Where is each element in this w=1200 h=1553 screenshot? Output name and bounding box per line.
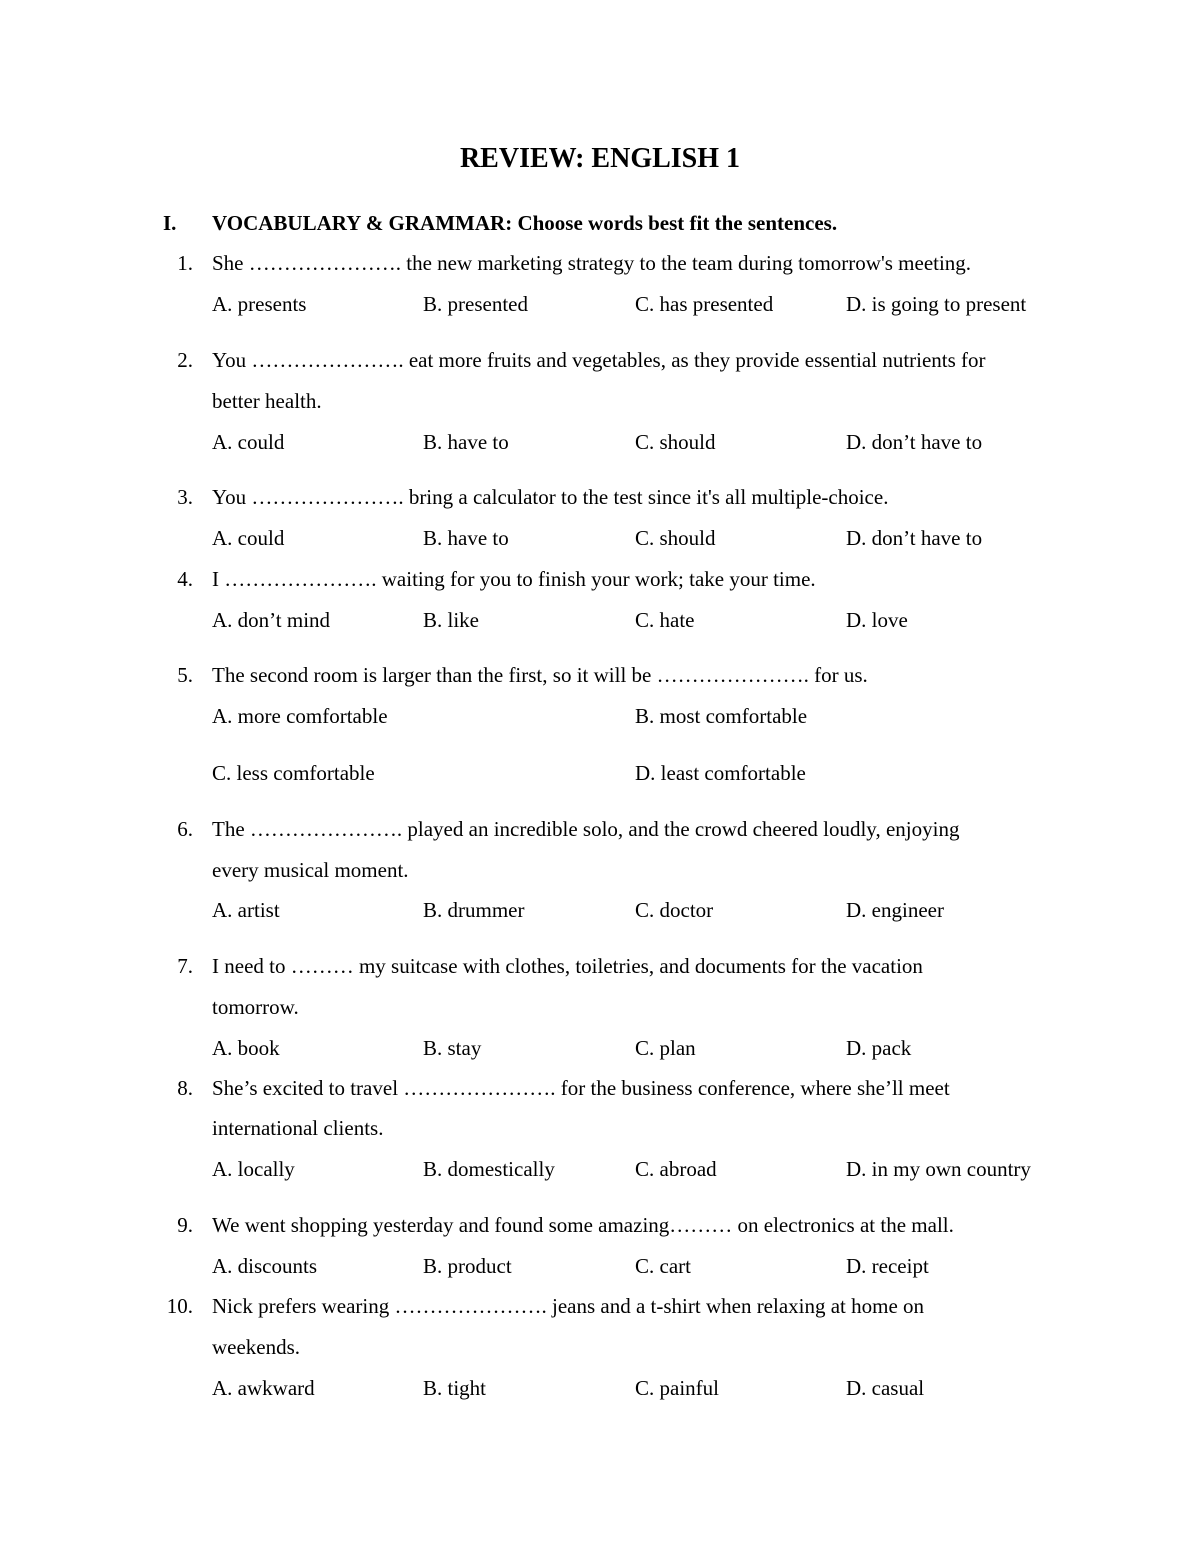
answer-option: D. don’t have to (846, 526, 983, 550)
page-title: REVIEW: ENGLISH 1 (459, 143, 741, 174)
question-line (0, 809, 1200, 849)
answer-option: A. could (212, 526, 285, 550)
answer-option: D. in my own country (846, 1157, 1031, 1181)
answer-option: D. receipt (846, 1254, 929, 1278)
answer-option: A. book (212, 1036, 280, 1060)
answer-option: D. engineer (846, 898, 944, 922)
question-text: You …………………. bring a calculator to the test since it's all multiple-choice. (212, 485, 889, 509)
answer-option: C. has presented (635, 292, 774, 316)
answer-option: A. could (212, 430, 285, 454)
question-text: The second room is larger than the first, so it will be …………………. for us. (212, 663, 868, 687)
question-line (0, 1327, 1200, 1367)
question-text: better health. (212, 389, 322, 413)
question-text: You …………………. eat more fruits and vegetables, as they provide essential nutrients for (212, 348, 986, 372)
answer-option: C. should (635, 430, 716, 454)
answer-option: C. painful (635, 1376, 719, 1400)
question-number: 3. (177, 485, 193, 509)
answer-option: B. drummer (423, 898, 525, 922)
answer-option: A. don’t mind (212, 608, 331, 632)
answer-option: A. discounts (212, 1254, 317, 1278)
question-text: tomorrow. (212, 995, 299, 1019)
question-number: 10. (166, 1294, 193, 1318)
answer-option: C. should (635, 526, 716, 550)
section-heading (0, 205, 1200, 241)
question-text: I …………………. waiting for you to finish your work; take your time. (212, 567, 816, 591)
answer-option: D. don’t have to (846, 430, 983, 454)
question-line (0, 243, 1200, 283)
question-line (0, 340, 1200, 380)
answer-option: C. abroad (635, 1157, 717, 1181)
answer-option: B. most comfortable (635, 704, 808, 728)
question-text: We went shopping yesterday and found some amazing……… on electronics at the mall. (212, 1213, 954, 1237)
answer-option: B. tight (423, 1376, 487, 1400)
question-text: international clients. (212, 1116, 384, 1140)
question-line (0, 559, 1200, 599)
answer-option: C. hate (635, 608, 695, 632)
question-text: Nick prefers wearing …………………. jeans and a t-shirt when relaxing at home on (212, 1294, 925, 1318)
question-text: She’s excited to travel …………………. for the business conference, where she’ll meet (212, 1076, 950, 1100)
answer-option: B. presented (423, 292, 528, 316)
section-title: VOCABULARY & GRAMMAR: Choose words best fit the sentences. (212, 211, 838, 235)
answer-option: B. have to (423, 430, 509, 454)
answer-option: B. domestically (423, 1157, 555, 1181)
answer-option: A. locally (212, 1157, 295, 1181)
answer-option: D. pack (846, 1036, 912, 1060)
question-line (0, 1108, 1200, 1148)
answer-option: A. more comfortable (212, 704, 388, 728)
answer-option: D. love (846, 608, 908, 632)
question-number: 7. (177, 954, 193, 978)
question-line (0, 1205, 1200, 1245)
question-text: every musical moment. (212, 858, 409, 882)
answer-option: A. presents (212, 292, 307, 316)
answer-option: C. doctor (635, 898, 714, 922)
question-line (0, 987, 1200, 1027)
question-line (0, 655, 1200, 695)
answer-option: D. casual (846, 1376, 925, 1400)
question-text: She …………………. the new marketing strategy to the team during tomorrow's meeting. (212, 251, 972, 275)
question-line (0, 1068, 1200, 1108)
question-number: 5. (177, 663, 193, 687)
question-line (0, 1286, 1200, 1326)
answer-option: B. stay (423, 1036, 482, 1060)
question-number: 1. (177, 251, 193, 275)
question-line (0, 850, 1200, 890)
question-text: I need to ……… my suitcase with clothes, toiletries, and documents for the vacation (212, 954, 923, 978)
answer-option: B. have to (423, 526, 509, 550)
answer-option: D. least comfortable (635, 761, 806, 785)
answer-option: A. artist (212, 898, 280, 922)
question-number: 9. (177, 1213, 193, 1237)
answer-option: B. like (423, 608, 479, 632)
question-number: 4. (177, 567, 193, 591)
question-number: 2. (177, 348, 193, 372)
answer-option: B. product (423, 1254, 512, 1278)
question-line (0, 381, 1200, 421)
question-line (0, 946, 1200, 986)
answer-option: A. awkward (212, 1376, 315, 1400)
answer-option: C. plan (635, 1036, 696, 1060)
question-number: 6. (177, 817, 193, 841)
question-text: weekends. (212, 1335, 301, 1359)
answer-option: C. cart (635, 1254, 691, 1278)
question-text: The …………………. played an incredible solo, and the crowd cheered loudly, enjoying (212, 817, 960, 841)
question-line (0, 477, 1200, 517)
answer-option: D. is going to present (846, 292, 1027, 316)
section-number: I. (163, 211, 177, 235)
answer-option: C. less comfortable (212, 761, 375, 785)
question-number: 8. (177, 1076, 193, 1100)
